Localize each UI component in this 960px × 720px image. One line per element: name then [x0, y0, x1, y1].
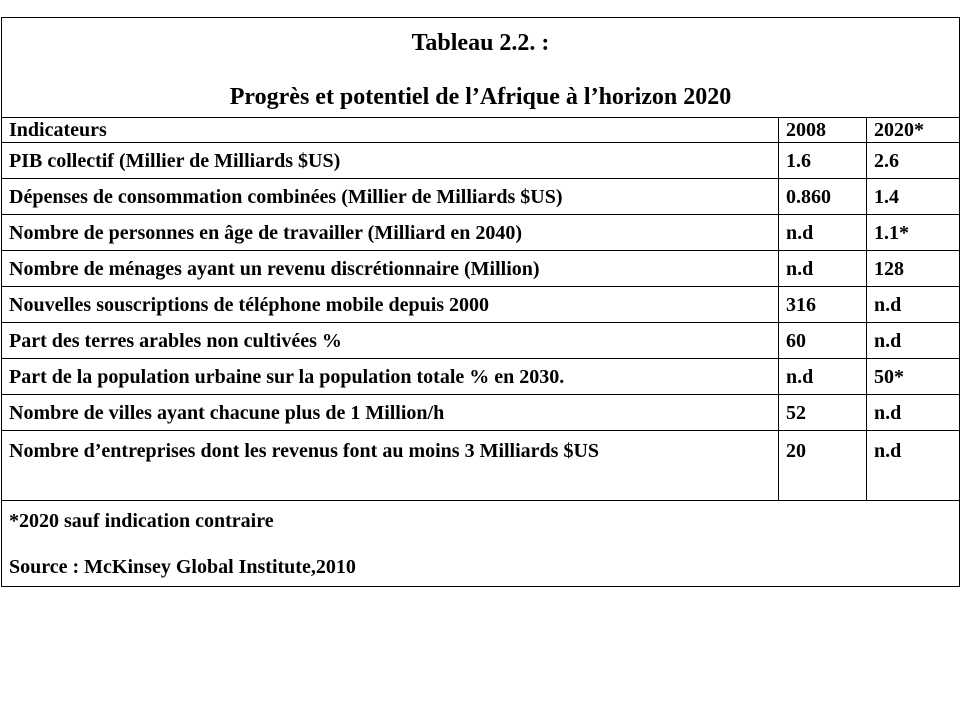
value-2008-cell: 1.6	[779, 143, 867, 179]
indicator-cell: PIB collectif (Millier de Milliards $US)	[2, 143, 779, 179]
table-row	[2, 287, 960, 323]
table-footer	[2, 501, 960, 587]
indicator-cell: Nombre de personnes en âge de travailler (Milliard en 2040)	[2, 215, 779, 251]
indicator-cell: Nouvelles souscriptions de téléphone mobile depuis 2000	[2, 287, 779, 323]
value-2020-cell: 1.4	[867, 179, 960, 215]
header-row	[2, 118, 960, 143]
value-2020-cell: n.d	[867, 395, 960, 431]
table-caption: Progrès et potentiel de l’Afrique à l’horizon 2020	[229, 84, 732, 110]
column-header-2008: 2008	[779, 118, 867, 143]
value-2020-cell: n.d	[867, 287, 960, 323]
table-number: Tableau 2.2. :	[411, 30, 550, 56]
table-row	[2, 359, 960, 395]
table-title	[2, 18, 960, 118]
table-row	[2, 251, 960, 287]
value-2020-cell: n.d	[867, 431, 960, 501]
indicator-cell: Dépenses de consommation combinées (Millier de Milliards $US)	[2, 179, 779, 215]
footer-row	[2, 501, 960, 587]
footnote: *2020 sauf indication contraire	[9, 510, 274, 532]
data-table-container	[1, 17, 959, 587]
indicator-cell: Nombre d’entreprises dont les revenus font au moins 3 Milliards $US	[2, 431, 779, 501]
table-row	[2, 395, 960, 431]
table-row	[2, 179, 960, 215]
value-2008-cell: 52	[779, 395, 867, 431]
table-row	[2, 143, 960, 179]
value-2008-cell: n.d	[779, 215, 867, 251]
data-table	[1, 17, 960, 587]
value-2008-cell: 316	[779, 287, 867, 323]
value-2008-cell: n.d	[779, 251, 867, 287]
indicator-cell: Nombre de villes ayant chacune plus de 1 Million/h	[2, 395, 779, 431]
column-header-indicateurs: Indicateurs	[2, 118, 779, 143]
value-2020-cell: 50*	[867, 359, 960, 395]
indicator-cell: Nombre de ménages ayant un revenu discrétionnaire (Million)	[2, 251, 779, 287]
value-2008-cell: 20	[779, 431, 867, 501]
value-2008-cell: n.d	[779, 359, 867, 395]
table-row	[2, 215, 960, 251]
column-header-2020: 2020*	[867, 118, 960, 143]
table-row	[2, 323, 960, 359]
value-2020-cell: n.d	[867, 323, 960, 359]
value-2020-cell: 2.6	[867, 143, 960, 179]
source-note: Source : McKinsey Global Institute,2010	[9, 556, 356, 578]
value-2008-cell: 60	[779, 323, 867, 359]
indicator-cell: Part des terres arables non cultivées %	[2, 323, 779, 359]
table-row	[2, 431, 960, 501]
title-row	[2, 18, 960, 118]
value-2020-cell: 128	[867, 251, 960, 287]
indicator-cell: Part de la population urbaine sur la population totale % en 2030.	[2, 359, 779, 395]
value-2008-cell: 0.860	[779, 179, 867, 215]
value-2020-cell: 1.1*	[867, 215, 960, 251]
